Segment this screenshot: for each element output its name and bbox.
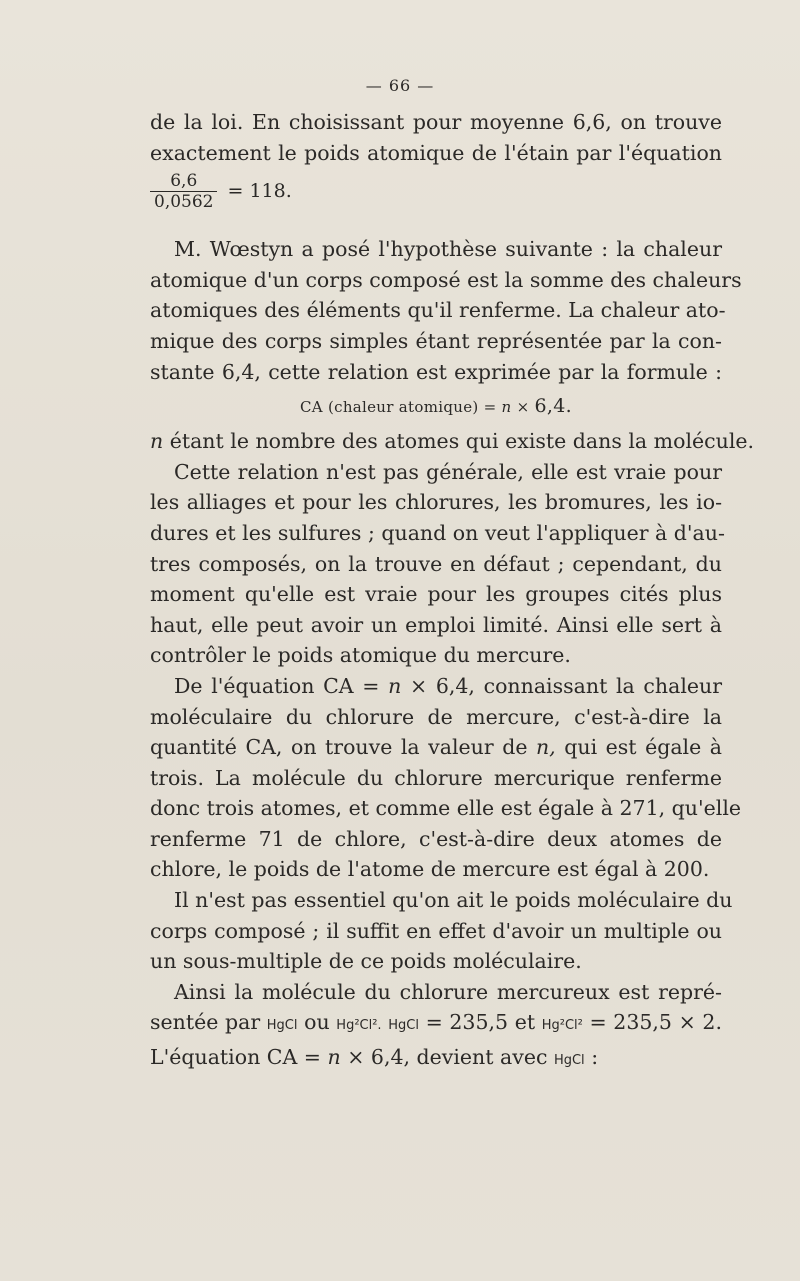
equation-fraction bbox=[150, 162, 722, 220]
text-span: : bbox=[584, 1045, 599, 1070]
text-line: chlore, le poids de l'atome de mercure est égal à 200. bbox=[150, 857, 710, 882]
text-line: moléculaire du chlorure de mercure, c'est-à-dire la bbox=[150, 704, 722, 729]
fraction-denominator: 0,0562 bbox=[150, 191, 217, 212]
chemical-formula: HgCl bbox=[553, 1053, 585, 1069]
text-span: = 235,5 × 2. bbox=[582, 1010, 722, 1035]
variable-n: n bbox=[388, 673, 402, 698]
text-line bbox=[150, 732, 722, 763]
text-line: de la loi. En choisissant pour moyenne 6,6, on trouve bbox=[150, 110, 722, 134]
text-span: × 6,4, devient avec bbox=[340, 1045, 554, 1070]
text-span: ou bbox=[297, 1010, 337, 1035]
text-span: = 235,5 et bbox=[418, 1010, 542, 1035]
formula-times: × bbox=[511, 398, 535, 417]
chemical-formula: HgCl bbox=[388, 1018, 419, 1034]
text-span: × 6,4, connaissant la chaleur bbox=[401, 673, 723, 698]
text-span: sentée par bbox=[150, 1010, 267, 1035]
text-line: atomiques des éléments qu'il renferme. La chaleur ato- bbox=[150, 298, 726, 323]
variable-n: n bbox=[327, 1045, 341, 1070]
text-line bbox=[150, 1007, 722, 1042]
text-line: corps composé ; il suffit en effet d'avoir un multiple ou bbox=[150, 918, 722, 943]
text-span: qui est égale à bbox=[555, 735, 722, 760]
formula-line bbox=[150, 387, 722, 426]
text-line: renferme 71 de chlore, c'est-à-dire deux atomes de bbox=[150, 826, 722, 851]
variable-n: n bbox=[150, 429, 164, 454]
text-line: mique des corps simples étant représentée par la con- bbox=[150, 328, 722, 353]
body-text bbox=[150, 107, 755, 1077]
text-line: Ainsi la molécule du chlorure mercureux est repré- bbox=[174, 979, 722, 1004]
text-line: atomique d'un corps composé est la somme des chaleurs bbox=[150, 267, 742, 292]
text-line: donc trois atomes, et comme elle est égale à 271, qu'elle bbox=[150, 796, 742, 821]
text-span: L'équation CA = bbox=[150, 1045, 328, 1070]
text-line: moment qu'elle est vraie pour les groupes cités plus bbox=[150, 582, 722, 607]
fraction-numerator: 6,6 bbox=[170, 170, 198, 191]
text-line: stante 6,4, cette relation est exprimée par la formule : bbox=[150, 359, 722, 384]
text-line: Cette relation n'est pas générale, elle est vraie pour bbox=[174, 459, 722, 484]
text-line: dures et les sulfures ; quand on veut l'appliquer à d'au- bbox=[150, 520, 725, 545]
text-line: contrôler le poids atomique du mercure. bbox=[150, 643, 571, 668]
text-span: De l'équation CA = bbox=[174, 673, 389, 698]
chemical-formula: Hg²Cl² bbox=[541, 1018, 583, 1034]
text-line: trois. La molécule du chlorure mercurique renferme bbox=[150, 765, 722, 790]
chemical-formula: HgCl bbox=[266, 1018, 298, 1034]
page-number: — 66 — bbox=[365, 76, 435, 95]
text-line: haut, elle peut avoir un emploi limité. Ainsi elle sert à bbox=[150, 612, 722, 637]
text-line: exactement le poids atomique de l'étain par l'équation bbox=[150, 140, 722, 165]
text-line bbox=[150, 426, 755, 457]
text-line bbox=[150, 1042, 722, 1077]
text-span: étant le nombre des atomes qui existe dans la molécule. bbox=[163, 429, 755, 454]
variable-n: n, bbox=[535, 735, 556, 760]
formula-left: CA (chaleur atomique) = bbox=[300, 398, 502, 417]
formula-var: n bbox=[501, 398, 512, 417]
fraction-result: = 118. bbox=[227, 179, 292, 202]
text-line: les alliages et pour les chlorures, les bromures, les io- bbox=[150, 490, 722, 515]
text-line bbox=[150, 671, 722, 702]
fraction bbox=[150, 171, 217, 212]
formula-value: 6,4. bbox=[534, 395, 572, 418]
text-line: M. Wœstyn a posé l'hypothèse suivante : la chaleur bbox=[174, 237, 722, 262]
text-line: Il n'est pas essentiel qu'on ait le poids moléculaire du bbox=[174, 888, 733, 913]
chemical-formula: Hg²Cl². bbox=[336, 1018, 382, 1034]
text-line: tres composés, on la trouve en défaut ; cependant, du bbox=[150, 551, 722, 576]
text-line: un sous-multiple de ce poids moléculaire. bbox=[150, 949, 582, 974]
text-span: quantité CA, on trouve la valeur de bbox=[150, 735, 536, 760]
